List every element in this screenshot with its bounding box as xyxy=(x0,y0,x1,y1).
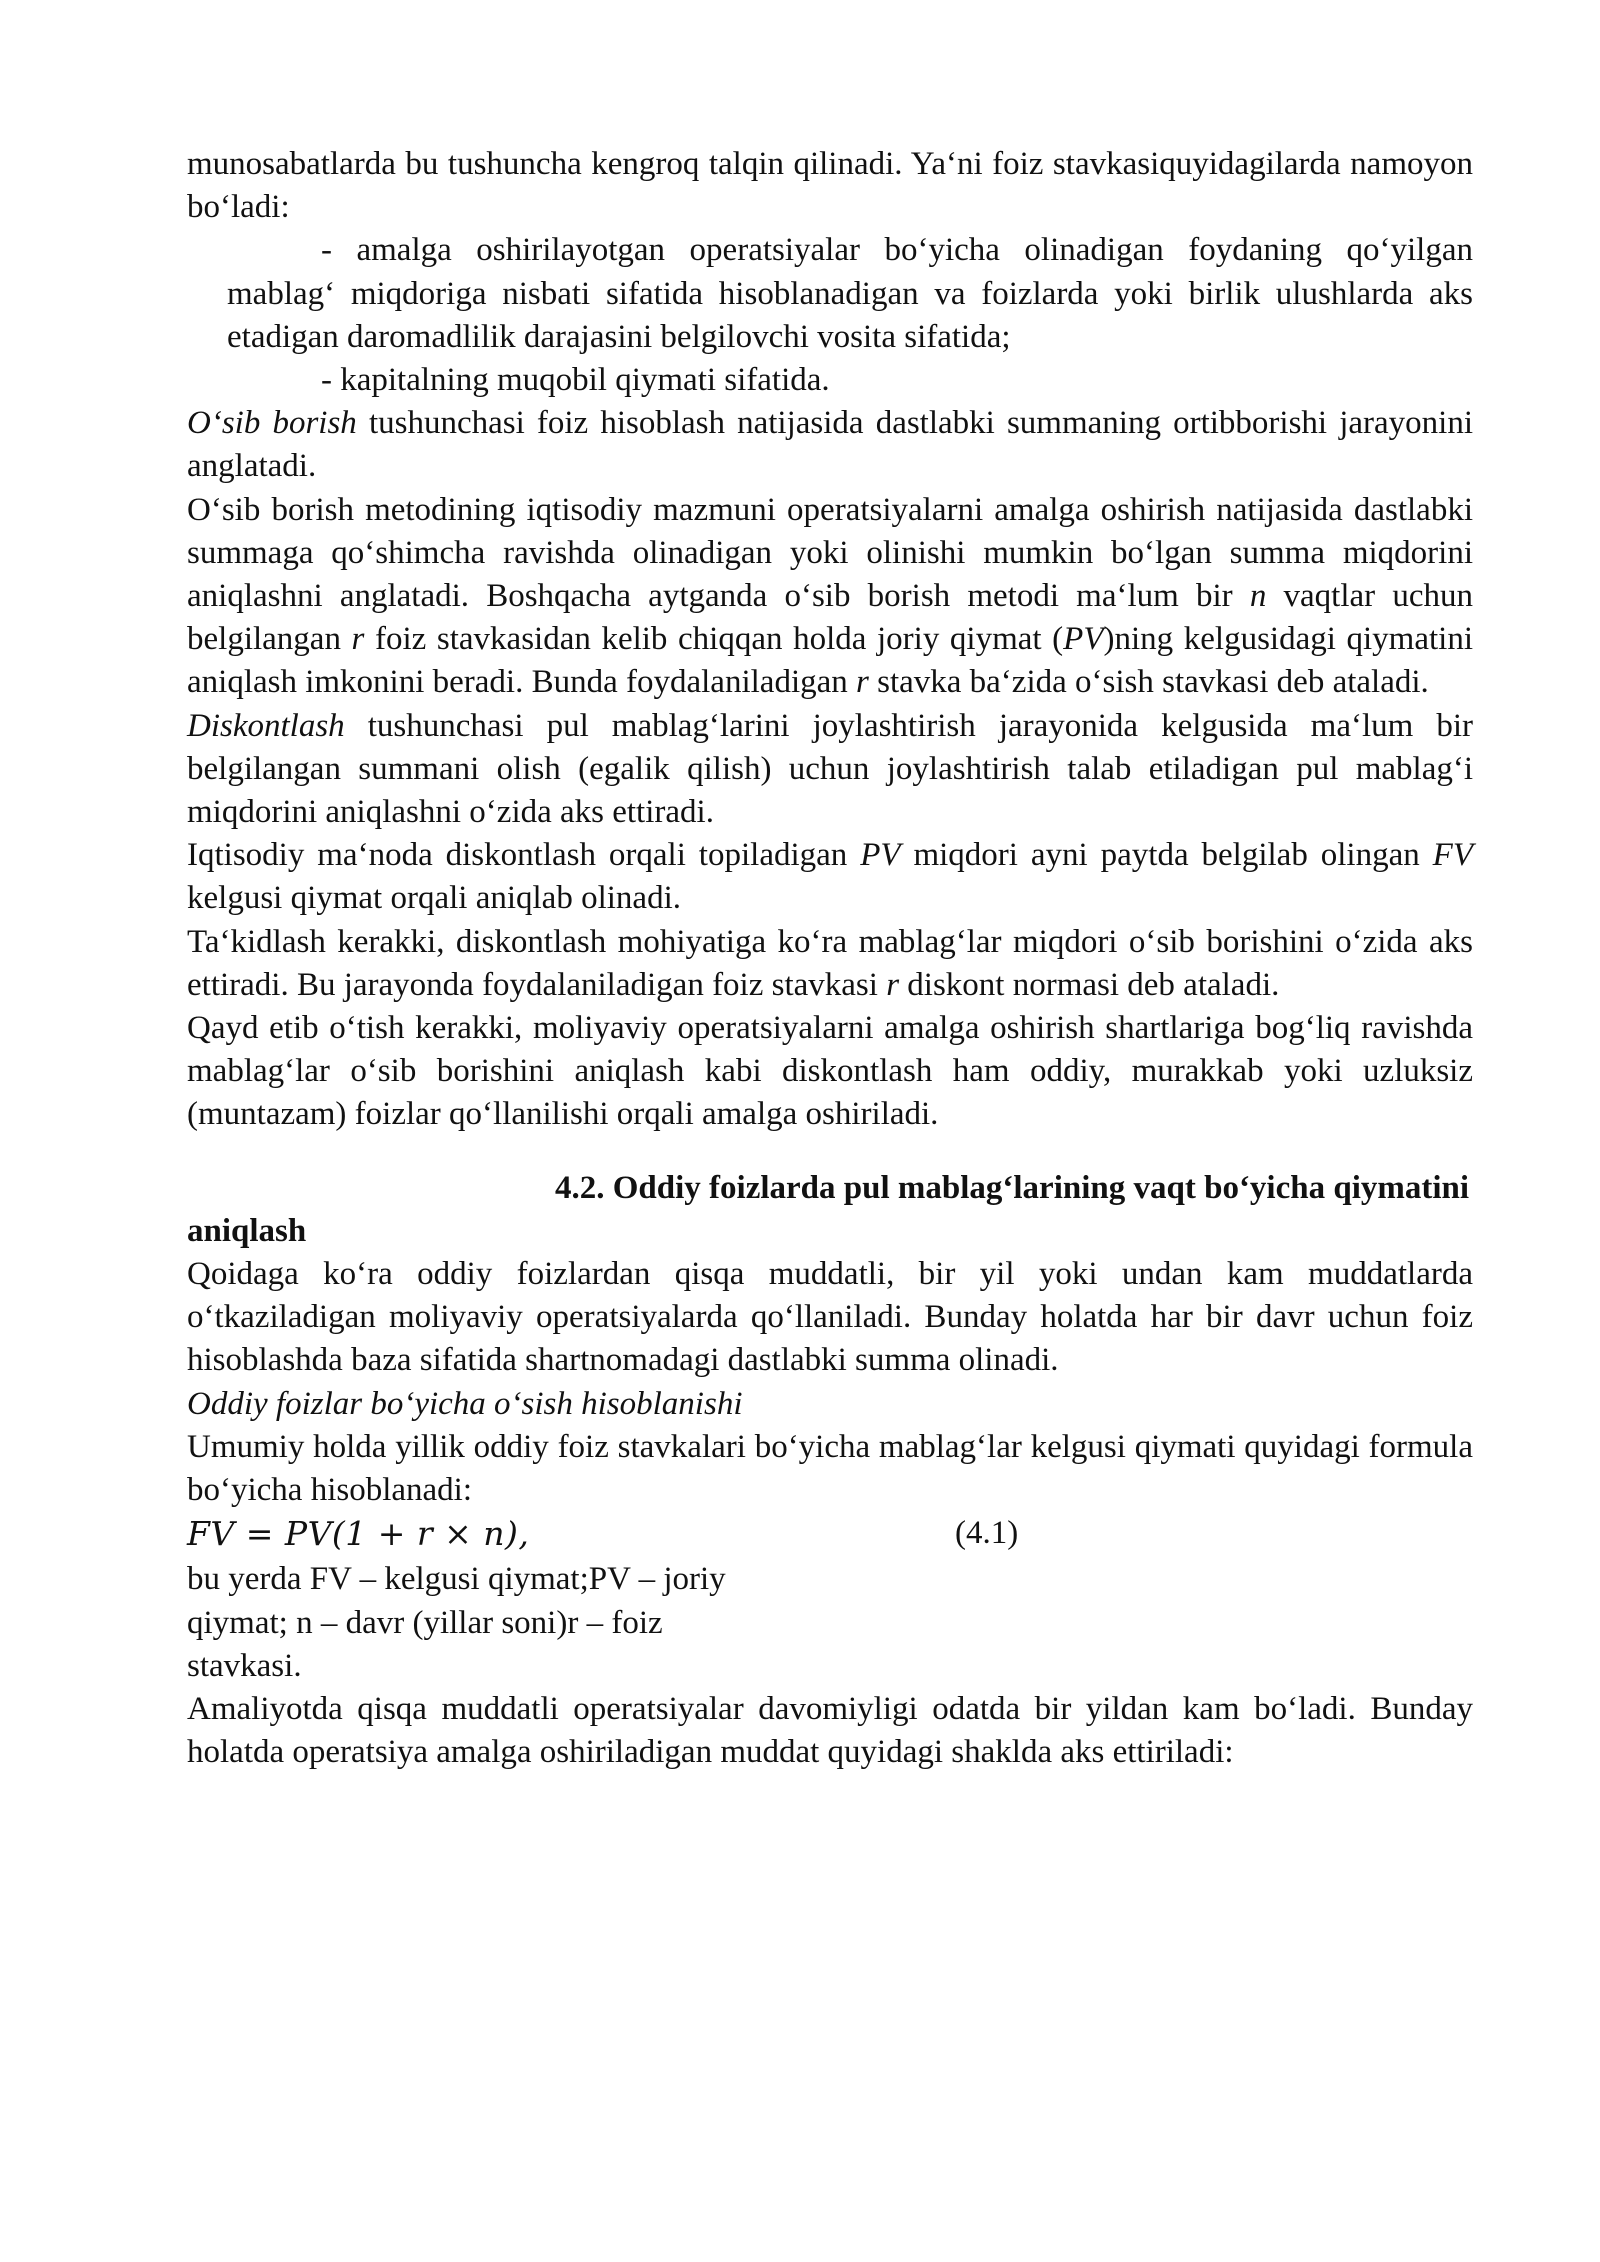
formula-definitions: bu yerda FV – kelgusi qiymat;PV – joriy qiymat; n – davr (yillar soni)r – foiz stavkasi. xyxy=(187,1561,726,1684)
paragraph-simple-interest-rule: Qoidaga ko‘ra oddiy foizlardan qisqa muddatli, bir yil yoki undan kam muddatlarda o‘tkaziladigan moliyaviy operatsiyalarda qo‘llaniladi. Bunday holatda har bir davr uchun foiz hisoblashda baza sifatida shartnomadagi dastlabki summa olinadi. xyxy=(187,1256,1473,1379)
paragraph-discount-rate: Ta‘kidlash kerakki, diskontlash mohiyatiga ko‘ra mablag‘lar miqdori o‘sib borishini o‘zida aks ettiradi. Bu jarayonda foydalaniladigan foiz stavkasi r diskont normasi deb ataladi. xyxy=(187,923,1473,1003)
section-heading-continuation: aniqlash xyxy=(187,1212,307,1249)
formula-future-value: FV = PV(1 + r × n), xyxy=(187,1514,530,1554)
term-discounting: Diskontlash xyxy=(187,707,345,744)
subheading-simple-interest: Oddiy foizlar bo‘yicha o‘sish hisoblanishi xyxy=(187,1385,743,1422)
formula-row xyxy=(187,1512,1473,1558)
paragraph-growth-method: O‘sib borish metodining iqtisodiy mazmuni operatsiyalarni amalga oshirish natijasida dastlabki summaga qo‘shimcha ravishda olinadigan yoki olinishi mumkin bo‘lgan summa miqdorini aniqlashni anglatadi. Boshqacha aytganda o‘sib borish metodi ma‘lum bir n vaqtlar uchun belgilangan r foiz stavkasidan kelib chiqqan holda joriy qiymat (PV)ning kelgusidagi qiymatini aniqlash imkonini beradi. Bunda foydalaniladigan r stavka ba‘zida o‘sish stavkasi deb ataladi. xyxy=(187,491,1473,701)
paragraph-economic-meaning: Iqtisodiy ma‘noda diskontlash orqali topiladigan PV miqdori ayni paytda belgilab olingan FV kelgusi qiymat orqali aniqlab olinadi. xyxy=(187,837,1473,917)
term-growth: O‘sib borish xyxy=(187,405,357,442)
paragraph-growth-definition: O‘sib borish tushunchasi foiz hisoblash natijasida dastlabki summaning ortibborishi jarayonini anglatadi. xyxy=(187,405,1473,485)
formula-number: (4.1) xyxy=(955,1515,1019,1552)
list-item-opportunity-cost: - kapitalning muqobil qiymati sifatida. xyxy=(321,362,830,399)
document-page xyxy=(187,143,1473,1774)
paragraph-formula-intro: Umumiy holda yillik oddiy foiz stavkalari bo‘yicha mablag‘lar kelgusi qiymati quyidagi formula bo‘yicha hisoblanadi: xyxy=(187,1428,1473,1509)
paragraph-interest-types: Qayd etib o‘tish kerakki, moliyaviy operatsiyalarni amalga oshirish shartlariga bog‘liq ravishda mablag‘lar o‘sib borishini aniqlash kabi diskontlash ham oddiy, murakkab yoki uzluksiz (muntazam) foizlar qo‘llanilishi orqali amalga oshiriladi. xyxy=(187,1010,1473,1133)
list-item-profitability: - amalga oshirilayotgan operatsiyalar bo‘yicha olinadigan foydaning qo‘yilgan mablag‘ miqdoriga nisbati sifatida hisoblanadigan va foizlarda yoki birlik ulushlarda aks etadigan daromadlilik darajasini belgilovchi vosita sifatida; xyxy=(227,232,1473,355)
paragraph-short-term: Amaliyotda qisqa muddatli operatsiyalar davomiyligi odatda bir yildan kam bo‘ladi. Bunday holatda operatsiya amalga oshiriladigan muddat quyidagi shaklda aks ettiriladi: xyxy=(187,1690,1473,1771)
paragraph-intro: munosabatlarda bu tushuncha kengroq talqin qilinadi. Ya‘ni foiz stavkasiquyidagilarda namoyon bo‘ladi: xyxy=(187,146,1473,226)
paragraph-discounting-definition: Diskontlash tushunchasi pul mablag‘larini joylashtirish jarayonida kelgusida ma‘lum bir belgilangan summani olish (egalik qilish) uchun joylashtirish talab etiladigan pul mablag‘i miqdorini aniqlashni o‘zida aks ettiradi. xyxy=(187,707,1473,831)
section-heading: 4.2. Oddiy foizlarda pul mablag‘larining vaqt bo‘yicha qiymatini xyxy=(555,1169,1470,1206)
